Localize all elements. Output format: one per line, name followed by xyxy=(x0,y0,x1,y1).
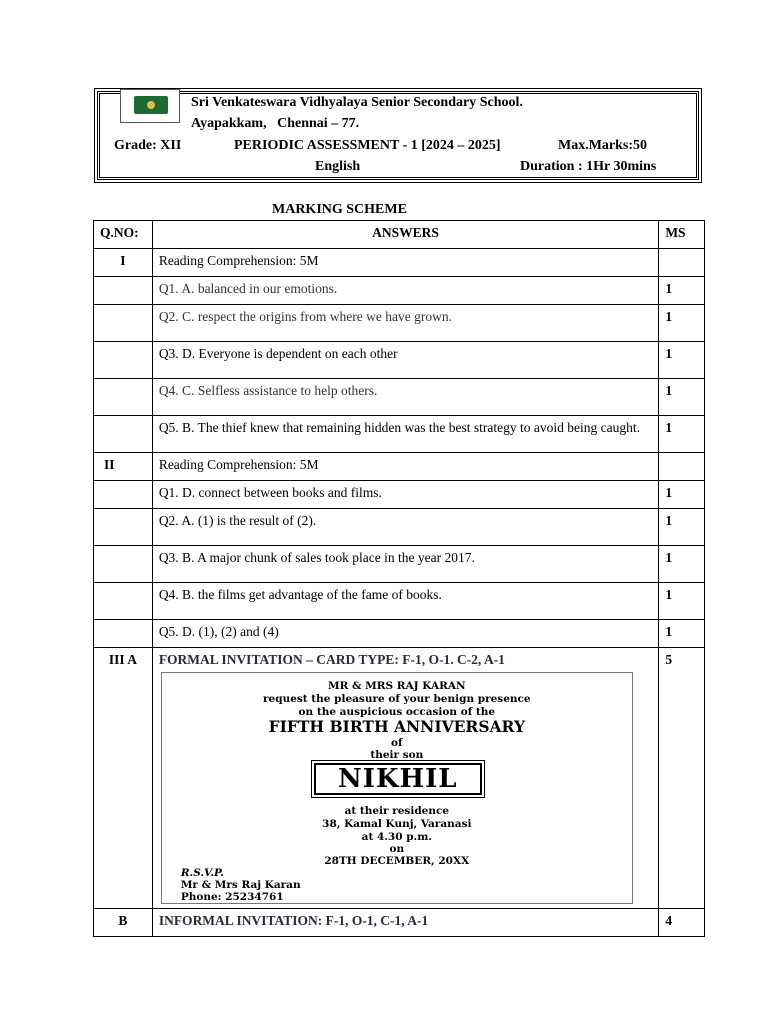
invitation-card-image xyxy=(161,672,633,904)
answer-text: Q1. D. connect between books and films. xyxy=(152,481,659,509)
invitation-host: MR & MRS RAJ KARAN xyxy=(328,680,466,692)
invitation-occasion-intro: on the auspicious occasion of the xyxy=(298,706,496,718)
grade: Grade: XII xyxy=(114,138,182,153)
table-row xyxy=(94,509,705,546)
name-box xyxy=(314,763,482,795)
duration: Duration : 1Hr 30mins xyxy=(520,159,657,174)
invitation-date: 28TH DECEMBER, 20XX xyxy=(324,855,470,867)
max-marks: Max.Marks:50 xyxy=(558,138,648,153)
mark-value: 1 xyxy=(659,509,705,546)
assessment-name: PERIODIC ASSESSMENT - 1 [2024 – 2025] xyxy=(234,138,501,153)
mark-value: 1 xyxy=(659,620,705,648)
section-title: Reading Comprehension: 5M xyxy=(152,453,659,481)
header-qno: Q.NO: xyxy=(94,221,153,249)
table-row xyxy=(94,342,705,379)
marking-scheme-table xyxy=(93,220,705,937)
answer-text: Q3. B. A major chunk of sales took place in the year 2017. xyxy=(152,546,659,583)
header-answers: ANSWERS xyxy=(152,221,659,249)
table-header-row xyxy=(94,221,705,249)
section-title: INFORMAL INVITATION: F-1, O-1, C-1, A-1 xyxy=(152,909,659,937)
invitation-on: on xyxy=(389,843,405,855)
table-row xyxy=(94,305,705,342)
mark-value: 1 xyxy=(659,416,705,453)
section-qno: II xyxy=(94,453,153,481)
table-row xyxy=(94,416,705,453)
table-row xyxy=(94,481,705,509)
invitation-request: request the pleasure of your benign presence xyxy=(263,693,531,705)
answer-text: Q1. A. balanced in our emotions. xyxy=(152,277,659,305)
table-row xyxy=(94,583,705,620)
table-row xyxy=(94,379,705,416)
invitation-rsvp: R.S.V.P. xyxy=(180,867,224,879)
mark-value: 1 xyxy=(659,342,705,379)
section-row xyxy=(94,909,705,937)
section-title: Reading Comprehension: 5M xyxy=(152,249,659,277)
mark-value: 4 xyxy=(659,909,705,937)
answer-text: Q3. D. Everyone is dependent on each other xyxy=(152,342,659,379)
invitation-phone: Phone: 25234761 xyxy=(180,891,284,903)
answer-text: Q2. C. respect the origins from where we have grown. xyxy=(152,305,659,342)
section-qno: I xyxy=(94,249,153,277)
mark-value: 1 xyxy=(659,546,705,583)
page-title: MARKING SCHEME xyxy=(272,202,407,217)
section-row xyxy=(94,648,705,909)
school-address: Ayapakkam, Chennai – 77. xyxy=(191,116,360,131)
mark-value: 1 xyxy=(659,583,705,620)
mark-value: 1 xyxy=(659,481,705,509)
mark-value: 1 xyxy=(659,379,705,416)
mark-value: 1 xyxy=(659,305,705,342)
school-name: Sri Venkateswara Vidhyalaya Senior Secondary School. xyxy=(191,95,523,110)
invitation-of: of xyxy=(391,737,403,749)
section-title: FORMAL INVITATION – CARD TYPE: F-1, O-1. C-2, A-1 xyxy=(158,652,505,667)
school-logo xyxy=(120,89,180,123)
section-row xyxy=(94,249,705,277)
emblem-icon xyxy=(134,96,168,114)
answer-text: Q4. C. Selfless assistance to help others. xyxy=(152,379,659,416)
section-row xyxy=(94,453,705,481)
subject: English xyxy=(315,159,361,174)
answer-text: Q5. B. The thief knew that remaining hidden was the best strategy to avoid being caught. xyxy=(152,416,659,453)
answer-text: Q2. A. (1) is the result of (2). xyxy=(152,509,659,546)
invitation-their-son: their son xyxy=(370,749,424,761)
mark-value: 5 xyxy=(659,648,705,909)
answer-text: Q4. B. the films get advantage of the fame of books. xyxy=(152,583,659,620)
table-row xyxy=(94,620,705,648)
invitation-name: NIKHIL xyxy=(338,764,458,794)
section-qno: III A xyxy=(94,648,153,909)
invitation-time: at 4.30 p.m. xyxy=(361,831,432,843)
answer-text: Q5. D. (1), (2) and (4) xyxy=(152,620,659,648)
table-row xyxy=(94,277,705,305)
invitation-rsvp-name: Mr & Mrs Raj Karan xyxy=(180,879,301,891)
table-row xyxy=(94,546,705,583)
mark-value: 1 xyxy=(659,277,705,305)
header-ms: MS xyxy=(659,221,705,249)
invitation-venue: 38, Kamal Kunj, Varanasi xyxy=(322,818,472,830)
invitation-venue-intro: at their residence xyxy=(344,805,450,817)
invitation-occasion: FIFTH BIRTH ANNIVERSARY xyxy=(268,717,526,736)
section-qno: B xyxy=(94,909,153,937)
